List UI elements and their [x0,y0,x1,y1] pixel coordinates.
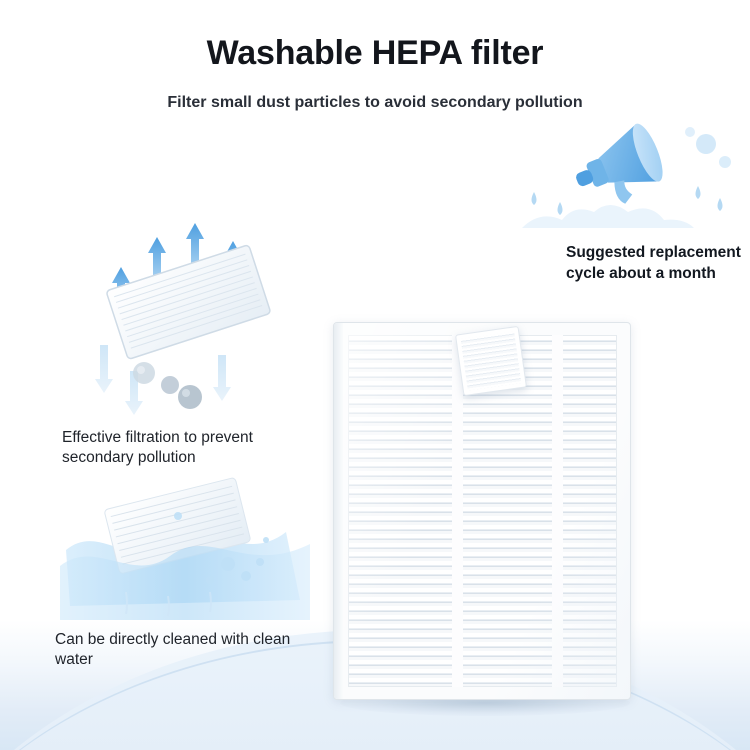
filter-sample-pleats [461,331,522,390]
page-title: Washable HEPA filter [206,34,544,72]
page-subtitle: Filter small dust particles to avoid secondary pollution [167,94,583,111]
filter-support-rib-left [452,335,463,687]
water-splash-icon [60,480,310,620]
airflow-arrows-icon [78,195,293,425]
caption-clean-water: Can be directly cleaned with clean water [55,631,291,669]
megaphone-icon [520,128,740,243]
caption-replacement-cycle: Suggested replacement cycle about a month [566,244,741,282]
filter-sample-swatch [455,326,527,396]
caption-effective-filtration: Effective filtration to prevent secondary pollution [62,429,253,467]
filter-support-rib-right [552,335,563,687]
